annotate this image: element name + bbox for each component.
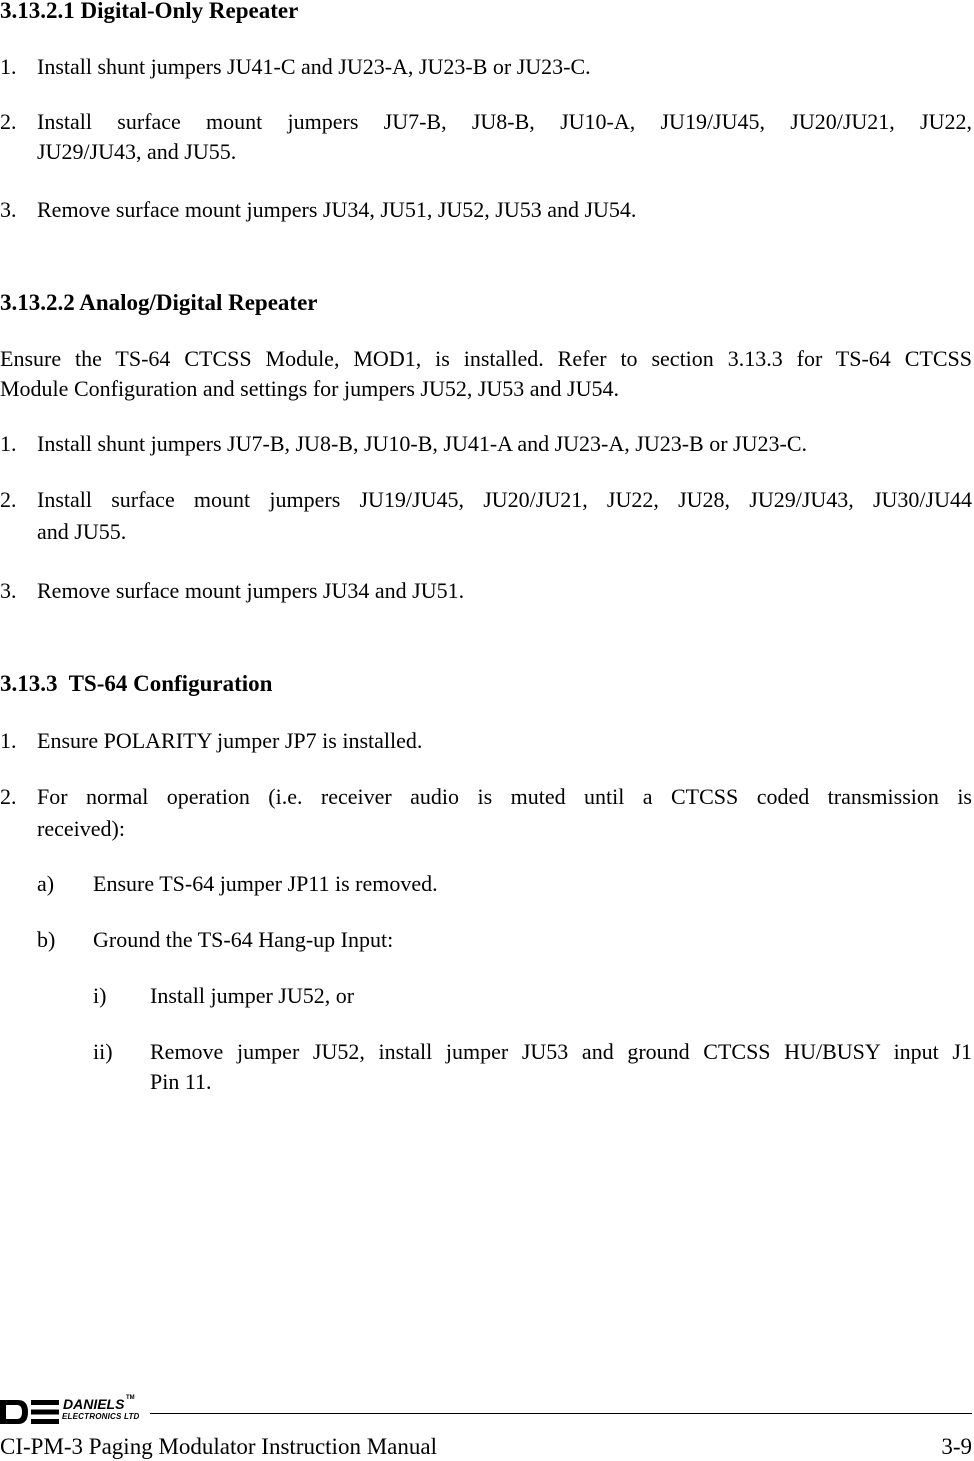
section-heading-digital-only: 3.13.2.1 Digital-Only Repeater	[0, 0, 299, 23]
sub-sub-item-text: Install jumper JU52, or	[150, 983, 355, 1008]
manual-title: CI-PM-3 Paging Modulator Instruction Manual	[0, 1434, 437, 1459]
trademark-mark: TM	[126, 1395, 135, 1401]
list-item-text-continued: received):	[37, 816, 125, 841]
list-item-number: 1.	[0, 431, 17, 456]
list-item-number: 2.	[0, 784, 17, 809]
footer-rule	[150, 1413, 972, 1414]
list-item-number: 1.	[0, 54, 17, 79]
company-logo	[0, 1395, 150, 1426]
list-item-number: 2.	[0, 109, 17, 134]
list-item-text: Install shunt jumpers JU41-C and JU23-A, JU23-B or JU23-C.	[37, 54, 591, 79]
intro-paragraph-line: Ensure the TS-64 CTCSS Module, MOD1, is installed. Refer to section 3.13.3 for TS-64 CTCSS	[0, 346, 972, 371]
sub-sub-item-label: ii)	[93, 1039, 113, 1064]
list-item-text: For normal operation (i.e. receiver audio is muted until a CTCSS coded transmission is	[37, 784, 972, 809]
sub-sub-item-label: i)	[93, 983, 107, 1008]
sub-sub-item-text: Remove jumper JU52, install jumper JU53 and ground CTCSS HU/BUSY input J1	[150, 1039, 972, 1064]
list-item-text: Install surface mount jumpers JU7-B, JU8-B, JU10-A, JU19/JU45, JU20/JU21, JU22,	[37, 109, 972, 134]
page-number: 3-9	[941, 1434, 972, 1459]
sub-sub-item-text-continued: Pin 11.	[150, 1069, 212, 1094]
logo-name: DANIELS	[63, 1396, 125, 1412]
list-item-number: 1.	[0, 728, 17, 753]
list-item-text-continued: and JU55.	[37, 519, 127, 544]
de-logo-mark-icon	[0, 1400, 62, 1424]
list-item-text-continued: JU29/JU43, and JU55.	[37, 139, 237, 164]
sub-item-label: a)	[37, 871, 55, 896]
list-item-number: 2.	[0, 487, 17, 512]
section-heading-ts64-config: 3.13.3 TS-64 Configuration	[0, 671, 273, 696]
sub-item-text: Ground the TS-64 Hang-up Input:	[93, 927, 394, 952]
list-item-number: 3.	[0, 197, 17, 222]
list-item-text: Install surface mount jumpers JU19/JU45, JU20/JU21, JU22, JU28, JU29/JU43, JU30/JU44	[37, 487, 972, 512]
intro-paragraph-line: Module Configuration and settings for jumpers JU52, JU53 and JU54.	[0, 376, 619, 401]
list-item-text: Ensure POLARITY jumper JP7 is installed.	[37, 728, 423, 753]
list-item-number: 3.	[0, 578, 17, 603]
section-heading-analog-digital: 3.13.2.2 Analog/Digital Repeater	[0, 290, 318, 315]
list-item-text: Remove surface mount jumpers JU34, JU51, JU52, JU53 and JU54.	[37, 197, 637, 222]
sub-item-text: Ensure TS-64 jumper JP11 is removed.	[93, 871, 438, 896]
logo-subtitle: ELECTRONICS LTD	[62, 1412, 140, 1421]
list-item-text: Install shunt jumpers JU7-B, JU8-B, JU10-B, JU41-A and JU23-A, JU23-B or JU23-C.	[37, 431, 807, 456]
list-item-text: Remove surface mount jumpers JU34 and JU51.	[37, 578, 465, 603]
sub-item-label: b)	[37, 927, 56, 952]
